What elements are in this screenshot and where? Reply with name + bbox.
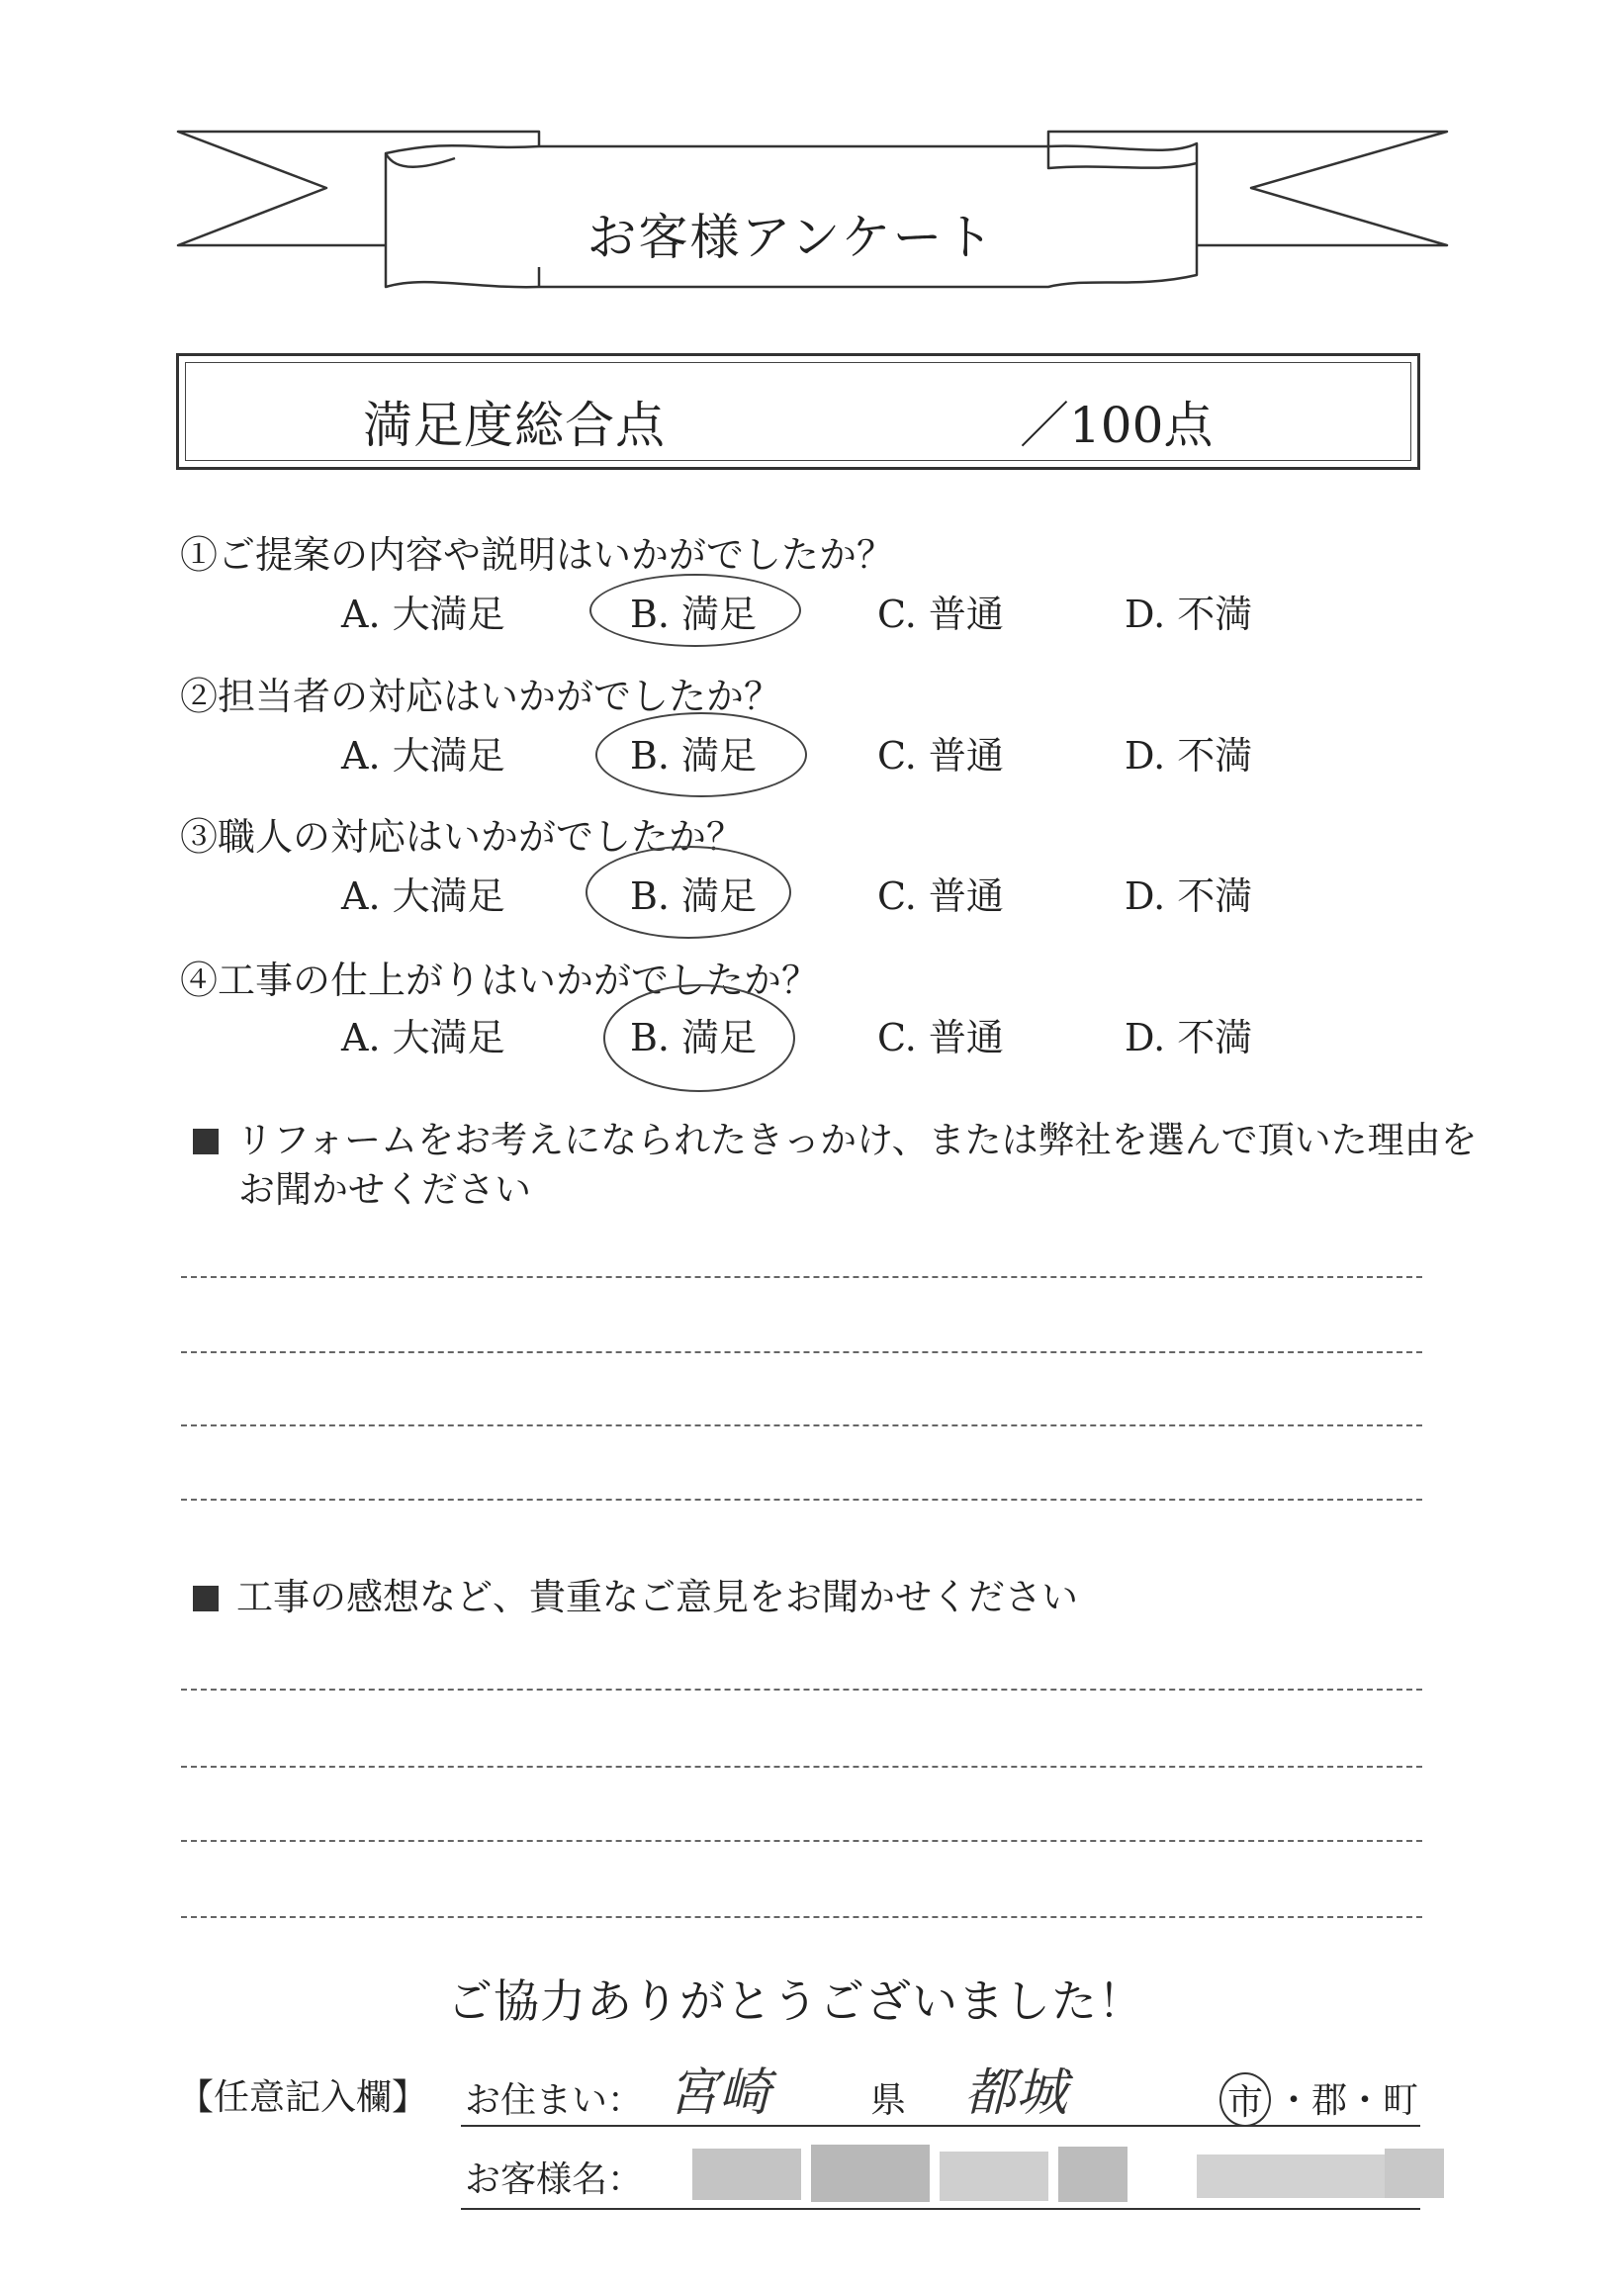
question-4-options bbox=[341, 1007, 1330, 1066]
q3-option-b[interactable]: B. 満足 bbox=[630, 874, 758, 918]
name-label: お客様名： bbox=[465, 2159, 644, 2200]
answer-line[interactable] bbox=[181, 1766, 1422, 1768]
q1-option-d[interactable]: D. 不満 bbox=[1125, 593, 1253, 636]
answer-line[interactable] bbox=[181, 1351, 1422, 1353]
answer-line[interactable] bbox=[181, 1916, 1422, 1918]
city-suffix-options: ・郡・町 bbox=[1276, 2080, 1419, 2121]
q2-selection-circle bbox=[595, 712, 807, 797]
q2-option-d[interactable]: D. 不満 bbox=[1125, 734, 1253, 778]
question-1: ①ご提案の内容や説明はいかがでしたか？ bbox=[180, 533, 895, 577]
city-suffix-circle: 市 bbox=[1219, 2072, 1271, 2127]
address-prefecture[interactable]: 宮崎 bbox=[668, 2063, 771, 2123]
question-3: ③職人の対応はいかがでしたか？ bbox=[180, 815, 745, 859]
q4-option-d[interactable]: D. 不満 bbox=[1125, 1016, 1253, 1059]
q4-option-b[interactable]: B. 満足 bbox=[630, 1016, 758, 1059]
score-box bbox=[176, 353, 1420, 470]
square-bullet-icon bbox=[193, 1129, 219, 1154]
name-underline bbox=[461, 2208, 1420, 2210]
section-reason-line1: リフォームをお考えになられたきっかけ、または弊社を選んで頂いた理由を bbox=[236, 1119, 1478, 1161]
question-4: ④工事の仕上がりはいかがでしたか？ bbox=[180, 959, 820, 1002]
score-label: 満足度総合点 bbox=[363, 397, 666, 454]
q1-option-b[interactable]: B. 満足 bbox=[630, 593, 758, 636]
q4-option-a[interactable]: A. 大満足 bbox=[341, 1016, 505, 1059]
answer-line[interactable] bbox=[181, 1499, 1422, 1501]
square-bullet-icon bbox=[193, 1586, 219, 1611]
q1-selection-circle bbox=[589, 574, 801, 647]
section-reason-line2: お聞かせください bbox=[238, 1168, 531, 1211]
section-reason bbox=[193, 1116, 1478, 1215]
score-total: ／100点 bbox=[1020, 397, 1214, 454]
city-suffix-selected bbox=[1219, 2072, 1271, 2127]
question-3-options bbox=[341, 866, 1330, 925]
answer-line[interactable] bbox=[181, 1424, 1422, 1426]
prefecture-suffix: 県 bbox=[870, 2080, 907, 2121]
q4-selection-circle bbox=[603, 984, 795, 1092]
address-city[interactable]: 都城 bbox=[964, 2063, 1068, 2123]
question-1-options bbox=[341, 584, 1330, 643]
question-2: ②担当者の対応はいかがでしたか？ bbox=[180, 675, 782, 718]
address-label: お住まい： bbox=[465, 2080, 644, 2121]
address-underline bbox=[461, 2125, 1420, 2127]
section-impressions-line1: 工事の感想など、貴重なご意見をお聞かせください bbox=[236, 1576, 1078, 1618]
q4-option-c[interactable]: C. 普通 bbox=[877, 1016, 1004, 1059]
question-2-options bbox=[341, 725, 1330, 784]
optional-label: 【任意記入欄】 bbox=[178, 2077, 428, 2118]
title-ribbon bbox=[0, 0, 1624, 317]
answer-line[interactable] bbox=[181, 1840, 1422, 1842]
page-title: お客様アンケート bbox=[586, 209, 996, 266]
q3-selection-circle bbox=[586, 846, 791, 939]
q3-option-a[interactable]: A. 大満足 bbox=[341, 874, 505, 918]
answer-line[interactable] bbox=[181, 1689, 1422, 1691]
q2-option-b[interactable]: B. 満足 bbox=[630, 734, 758, 778]
thanks-message: ご協力ありがとうございました！ bbox=[447, 1974, 1144, 2028]
section-impressions bbox=[193, 1573, 1078, 1622]
q3-option-d[interactable]: D. 不満 bbox=[1125, 874, 1253, 918]
answer-line[interactable] bbox=[181, 1276, 1422, 1278]
q2-option-c[interactable]: C. 普通 bbox=[877, 734, 1004, 778]
q3-option-c[interactable]: C. 普通 bbox=[877, 874, 1004, 918]
q1-option-a[interactable]: A. 大満足 bbox=[341, 593, 505, 636]
q2-option-a[interactable]: A. 大満足 bbox=[341, 734, 505, 778]
q1-option-c[interactable]: C. 普通 bbox=[877, 593, 1004, 636]
